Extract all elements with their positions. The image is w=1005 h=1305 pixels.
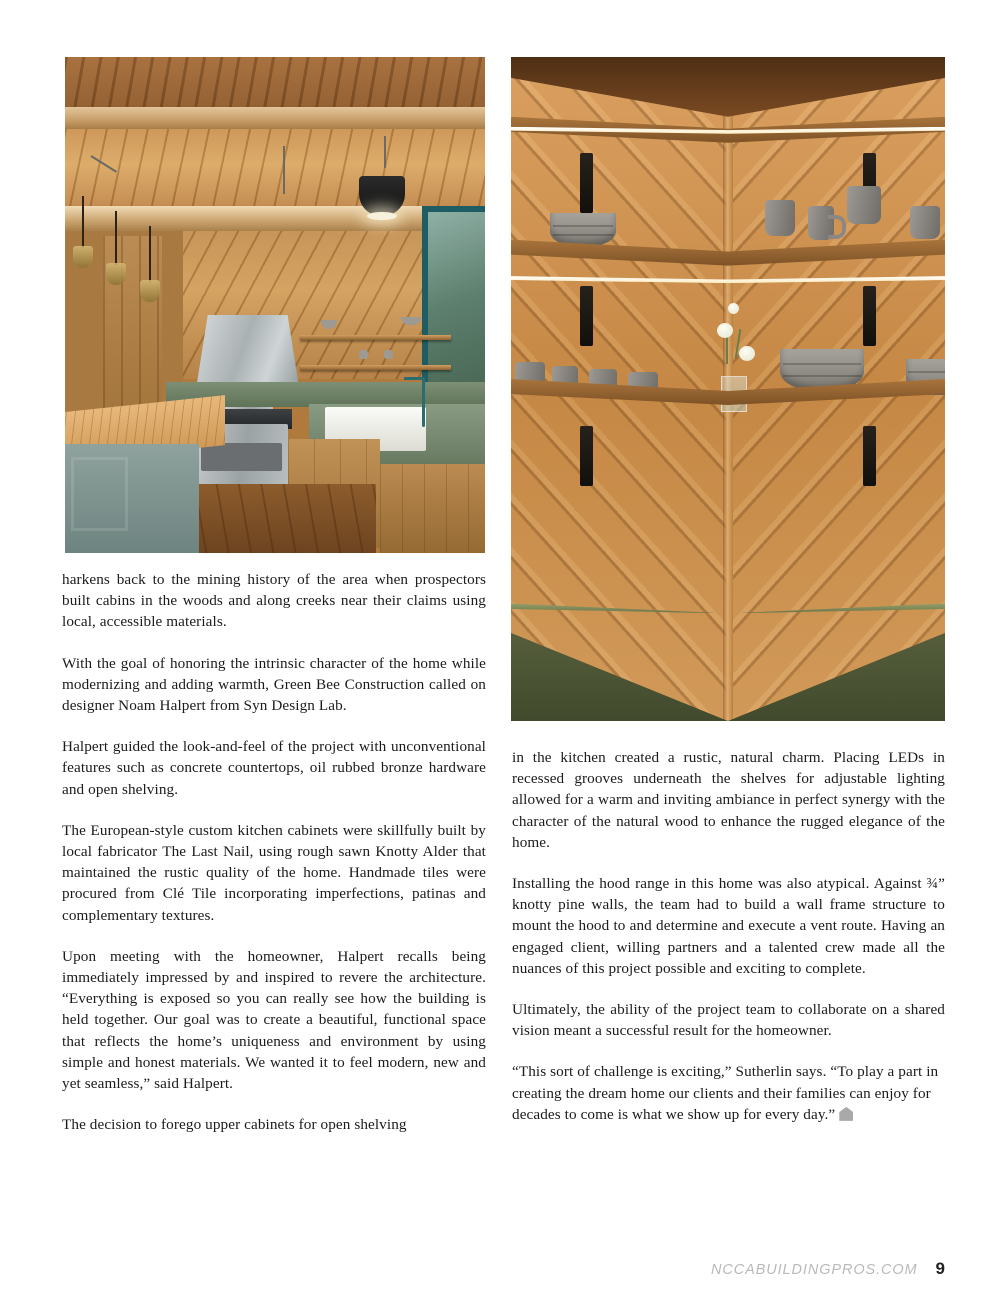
paragraph: Installing the hood range in this home was also atypical. Against ¾” knotty pine walls, the team had to build a wall frame structure to mount the hood to and determine and execute a vent route. Having an engaged client, willing partners and a talented crew made all the nuances of this project possible and exciting to complete. bbox=[512, 875, 945, 977]
corner-shelving-photo bbox=[511, 57, 945, 721]
paragraph-continued: The decision to forego upper cabinets for open shelving bbox=[62, 1116, 407, 1134]
flower-bloom-1 bbox=[717, 323, 733, 338]
shelf-row-2 bbox=[511, 240, 945, 266]
mug-upper-2 bbox=[808, 206, 834, 240]
ceiling-beam-upper bbox=[65, 107, 485, 129]
quote-close: ” bbox=[828, 1105, 836, 1123]
flower-stem-1 bbox=[726, 336, 728, 364]
paragraph-final bbox=[512, 1061, 945, 1125]
paragraph: Halpert guided the look-and-feel of the project with unconventional features such as concrete countertops, oil rubbed bronze hardware and open shelving. bbox=[62, 738, 486, 798]
ceiling-planks-upper bbox=[65, 57, 485, 112]
pendant-light-3 bbox=[149, 226, 151, 282]
pendant-light-2 bbox=[115, 211, 117, 265]
shelf-cup-a bbox=[359, 350, 368, 359]
shelf-bracket-1-left bbox=[580, 153, 593, 213]
paragraph: Ultimately, the ability of the project team to collaborate on a shared vision meant a successful result for the homeowner. bbox=[512, 1001, 945, 1040]
shelf-bracket-3-right bbox=[863, 426, 876, 486]
paragraph: in the kitchen created a rustic, natural charm. Placing LEDs in recessed grooves underneath the shelves for adjustable lighting allowed for a warm and inviting ambiance in perfect synergy with the character of the natural wood to enhance the rugged elegance of the home. bbox=[512, 749, 945, 851]
paragraph: harkens back to the mining history of the area when prospectors built cabins in the woods and along creeks near their claims using local, accessible materials. bbox=[62, 571, 486, 631]
kitchen-faucet bbox=[422, 377, 425, 427]
article-column-right bbox=[512, 747, 945, 1125]
page-footer bbox=[711, 1259, 945, 1279]
shelf-cup-b bbox=[384, 350, 393, 359]
ceiling-planks-lower bbox=[65, 129, 485, 208]
open-shelf-lower bbox=[300, 365, 451, 370]
footer-website[interactable]: NCCABUILDINGPROS.COM bbox=[711, 1262, 918, 1278]
flower-bloom-3 bbox=[728, 303, 739, 314]
shelf-bracket-2-right bbox=[863, 286, 876, 346]
shelf-board-3 bbox=[511, 379, 945, 405]
article-column-left bbox=[62, 569, 486, 1135]
led-strip-2 bbox=[511, 276, 945, 283]
shelf-row-2-led bbox=[511, 266, 945, 292]
mug-upper-1 bbox=[765, 200, 795, 236]
shelf-board-2 bbox=[511, 240, 945, 266]
open-shelf-upper bbox=[300, 335, 451, 340]
pendant-rod-c bbox=[384, 136, 386, 168]
paragraph-final-text: “This sort of challenge is exciting,” Sutherlin says. “To play a part in creating the dream home our clients and their families can enjoy for decades to come is what we show up for every day. bbox=[512, 1063, 939, 1123]
shelf-bracket-3-left bbox=[580, 426, 593, 486]
flower-bloom-2 bbox=[739, 346, 755, 361]
base-cabinets-wood-right bbox=[380, 464, 485, 553]
paragraph: The European-style custom kitchen cabinets were skillfully built by local fabricator The Last Nail, using rough sawn Knotty Alder that maintained the rustic quality of the home. Handmade tiles were procured from Clé Tile incorporating imperfections, patinas and complementary textures. bbox=[62, 821, 486, 924]
kitchen-photo bbox=[65, 57, 485, 553]
mug-upper-3 bbox=[847, 186, 881, 224]
wood-floor bbox=[183, 484, 376, 553]
paragraph: With the goal of honoring the intrinsic character of the home while modernizing and adding warmth, Green Bee Construction called on designer Noam Halpert from Syn Design Lab. bbox=[62, 654, 486, 715]
pendant-rod-b bbox=[283, 146, 285, 194]
paragraph: Upon meeting with the homeowner, Halpert recalls being immediately impressed by and inspired to revere the architecture. “Everything is exposed so you can really see how the building is held together. Our goal was to create a beautiful, functional space that reflects the home’s uniqueness and environment by using simple and honest materials. We wanted it to feel modern, new and yet seamless,” said Halpert. bbox=[62, 947, 486, 1093]
mug-upper-4 bbox=[910, 206, 940, 239]
house-endmark-icon bbox=[839, 1107, 853, 1121]
shelf-row-3 bbox=[511, 379, 945, 405]
shelf-row-1 bbox=[511, 117, 945, 143]
footer-page-number: 9 bbox=[935, 1259, 945, 1278]
shelf-bracket-2-left bbox=[580, 286, 593, 346]
island-cabinet-body bbox=[65, 444, 199, 553]
pendant-light-1 bbox=[82, 196, 84, 248]
